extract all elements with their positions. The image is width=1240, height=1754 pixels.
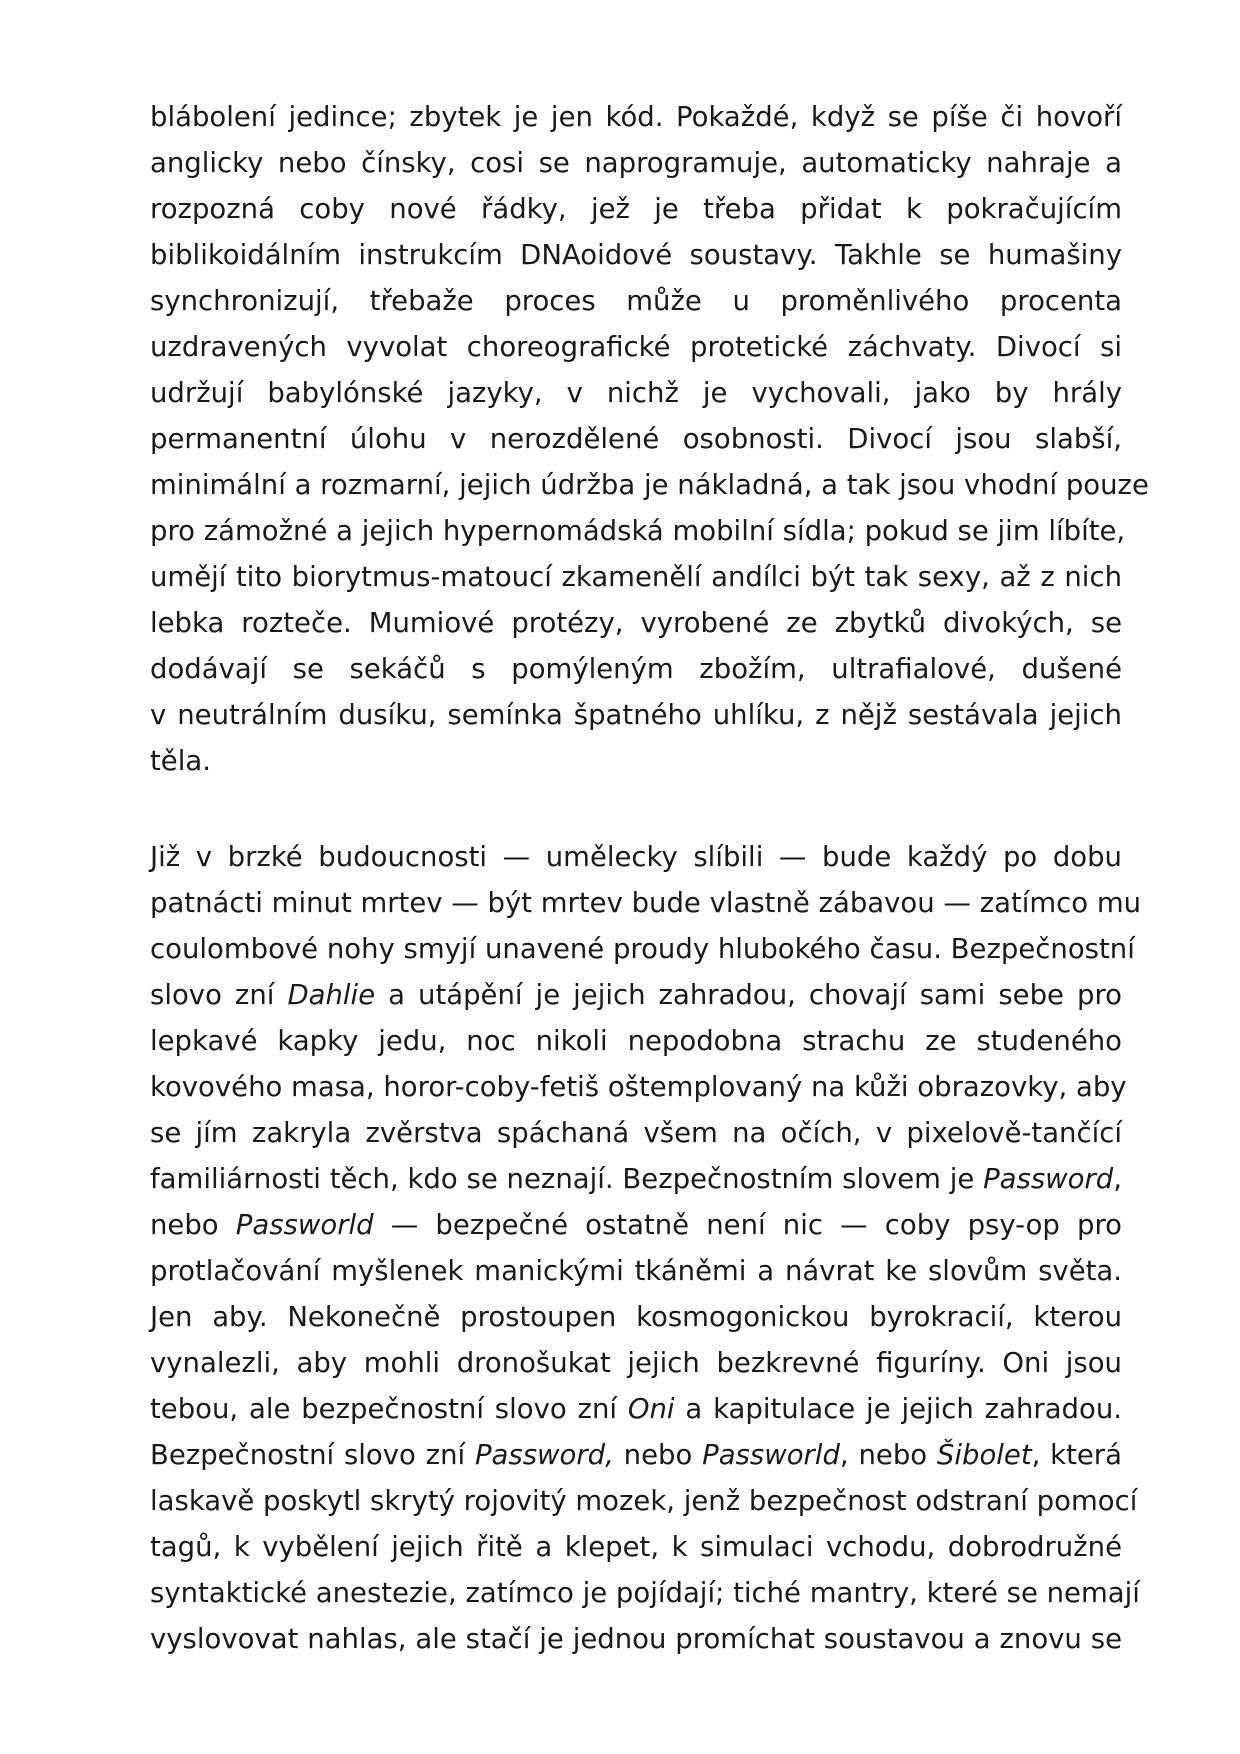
text-line xyxy=(150,416,1122,462)
text-line xyxy=(150,1294,1122,1340)
text-run: vynalezli, aby mohli dronošukat jejich bezkrevné figuríny. Oni jsou xyxy=(150,1347,1122,1379)
text-line xyxy=(150,232,1122,278)
text-line xyxy=(150,1248,1122,1294)
text-line xyxy=(150,278,1122,324)
text-line xyxy=(150,972,1122,1018)
italic-word: Password, xyxy=(474,1439,614,1471)
text-line xyxy=(150,1524,1122,1570)
text-line xyxy=(150,186,1122,232)
text-line xyxy=(150,1064,1127,1110)
text-run: protlačování myšlenek manickými tkáněmi a návrat ke slovům světa. xyxy=(150,1255,1122,1287)
text-run: vyslovovat nahlas, ale stačí je jednou promíchat soustavou a znovu se xyxy=(150,1623,1122,1655)
text-line xyxy=(150,370,1122,416)
text-line xyxy=(150,1110,1122,1156)
text-run: Bezpečnostní slovo zní xyxy=(150,1439,475,1471)
text-run: coulombové nohy smyjí unavené proudy hlubokého času. Bezpečnostní xyxy=(150,933,1135,965)
text-run: familiárnosti těch, kdo se neznají. Bezpečnostním slovem je xyxy=(150,1163,984,1195)
text-line xyxy=(150,1570,1140,1616)
italic-word: Passworld xyxy=(702,1439,840,1471)
paragraph-2 xyxy=(150,834,1142,1662)
paragraph-1 xyxy=(150,94,1149,784)
text-run: tagů, k vybělení jejich řitě a klepet, k simulaci vchodu, dobrodružné xyxy=(150,1531,1122,1563)
text-line xyxy=(150,692,1122,738)
text-run: dodávají se sekáčů s pomýleným zbožím, ultrafialové, dušené xyxy=(150,653,1122,685)
text-run: syntaktické anestezie, zatímco je pojídají; tiché mantry, které se nemají xyxy=(150,1577,1140,1609)
text-line xyxy=(150,554,1122,600)
text-run: tebou, ale bezpečnostní slovo zní xyxy=(150,1393,628,1425)
text-line xyxy=(150,140,1122,186)
text-run: biblikoidálním instrukcím DNAoidové soustavy. Takhle se humašiny xyxy=(150,239,1122,271)
italic-word: Šibolet xyxy=(936,1439,1032,1471)
text-run: blábolení jedince; zbytek je jen kód. Pokaždé, když se píše či hovoří xyxy=(150,101,1122,133)
text-run: , která xyxy=(1031,1439,1122,1471)
text-line xyxy=(150,94,1122,140)
text-run: , nebo xyxy=(839,1439,937,1471)
text-run: anglicky nebo čínsky, cosi se naprogramuje, automaticky nahraje a xyxy=(150,147,1122,179)
text-line xyxy=(150,1432,1122,1478)
text-run: těla. xyxy=(150,745,211,777)
text-line xyxy=(150,508,1126,554)
text-run: lebka rozteče. Mumiové protézy, vyrobené ze zbytků divokých, se xyxy=(150,607,1122,639)
text-run: v neutrálním dusíku, semínka špatného uhlíku, z nějž sestávala jejich xyxy=(150,699,1122,731)
text-run: laskavě poskytl skrytý rojovitý mozek, jenž bezpečnost odstraní pomocí xyxy=(150,1485,1138,1517)
text-line xyxy=(150,462,1149,508)
text-run: nebo xyxy=(150,1209,236,1241)
text-run: se jím zakryla zvěrstva spáchaná všem na očích, v pixelově-tančící xyxy=(150,1117,1122,1149)
text-run: minimální a rozmarní, jejich údržba je nákladná, a tak jsou vhodní pouze xyxy=(150,469,1149,501)
italic-word: Passworld xyxy=(235,1209,374,1241)
italic-word: Password xyxy=(983,1163,1114,1195)
italic-word: Oni xyxy=(627,1393,675,1425)
text-line xyxy=(150,1616,1122,1662)
italic-word: Dahlie xyxy=(287,979,376,1011)
text-line xyxy=(150,1340,1122,1386)
text-run: lepkavé kapky jedu, noc nikoli nepodobna strachu ze studeného xyxy=(150,1025,1122,1057)
text-line xyxy=(150,1386,1122,1432)
text-run: — bezpečné ostatně není nic — coby psy-op pro xyxy=(373,1209,1123,1241)
text-run: , xyxy=(1113,1163,1122,1195)
text-line xyxy=(150,738,1122,784)
text-line xyxy=(150,834,1122,880)
text-line xyxy=(150,1156,1122,1202)
text-run: kovového masa, horor-coby-fetiš oštemplovaný na kůži obrazovky, aby xyxy=(150,1071,1127,1103)
text-line xyxy=(150,1478,1138,1524)
text-line xyxy=(150,324,1122,370)
text-run: Již v brzké budoucnosti — umělecky slíbili — bude každý po dobu xyxy=(150,841,1122,873)
text-run: pro zámožné a jejich hypernomádská mobilní sídla; pokud se jim líbíte, xyxy=(150,515,1126,547)
text-run: nebo xyxy=(613,1439,703,1471)
text-run: a utápění je jejich zahradou, chovají sami sebe pro xyxy=(375,979,1122,1011)
text-run: a kapitulace je jejich zahradou. xyxy=(674,1393,1122,1425)
text-line xyxy=(150,926,1135,972)
text-run: umějí tito biorytmus-matoucí zkamenělí andílci být tak sexy, až z nich xyxy=(150,561,1122,593)
text-run: uzdravených vyvolat choreografické protetické záchvaty. Divocí si xyxy=(150,331,1122,363)
text-run: udržují babylónské jazyky, v nichž je vychovali, jako by hrály xyxy=(150,377,1122,409)
text-line xyxy=(150,880,1142,926)
text-line xyxy=(150,1202,1122,1248)
text-line xyxy=(150,600,1122,646)
text-run: patnácti minut mrtev — být mrtev bude vlastně zábavou — zatímco mu xyxy=(150,887,1142,919)
text-run: synchronizují, třebaže proces může u proměnlivého procenta xyxy=(150,285,1122,317)
text-run: rozpozná coby nové řádky, jež je třeba přidat k pokračujícím xyxy=(150,193,1122,225)
text-run: permanentní úlohu v nerozdělené osobnosti. Divocí jsou slabší, xyxy=(150,423,1122,455)
text-run: Jen aby. Nekonečně prostoupen kosmogonickou byrokracií, kterou xyxy=(150,1301,1122,1333)
text-line xyxy=(150,646,1122,692)
text-line xyxy=(150,1018,1122,1064)
text-run: slovo zní xyxy=(150,979,288,1011)
